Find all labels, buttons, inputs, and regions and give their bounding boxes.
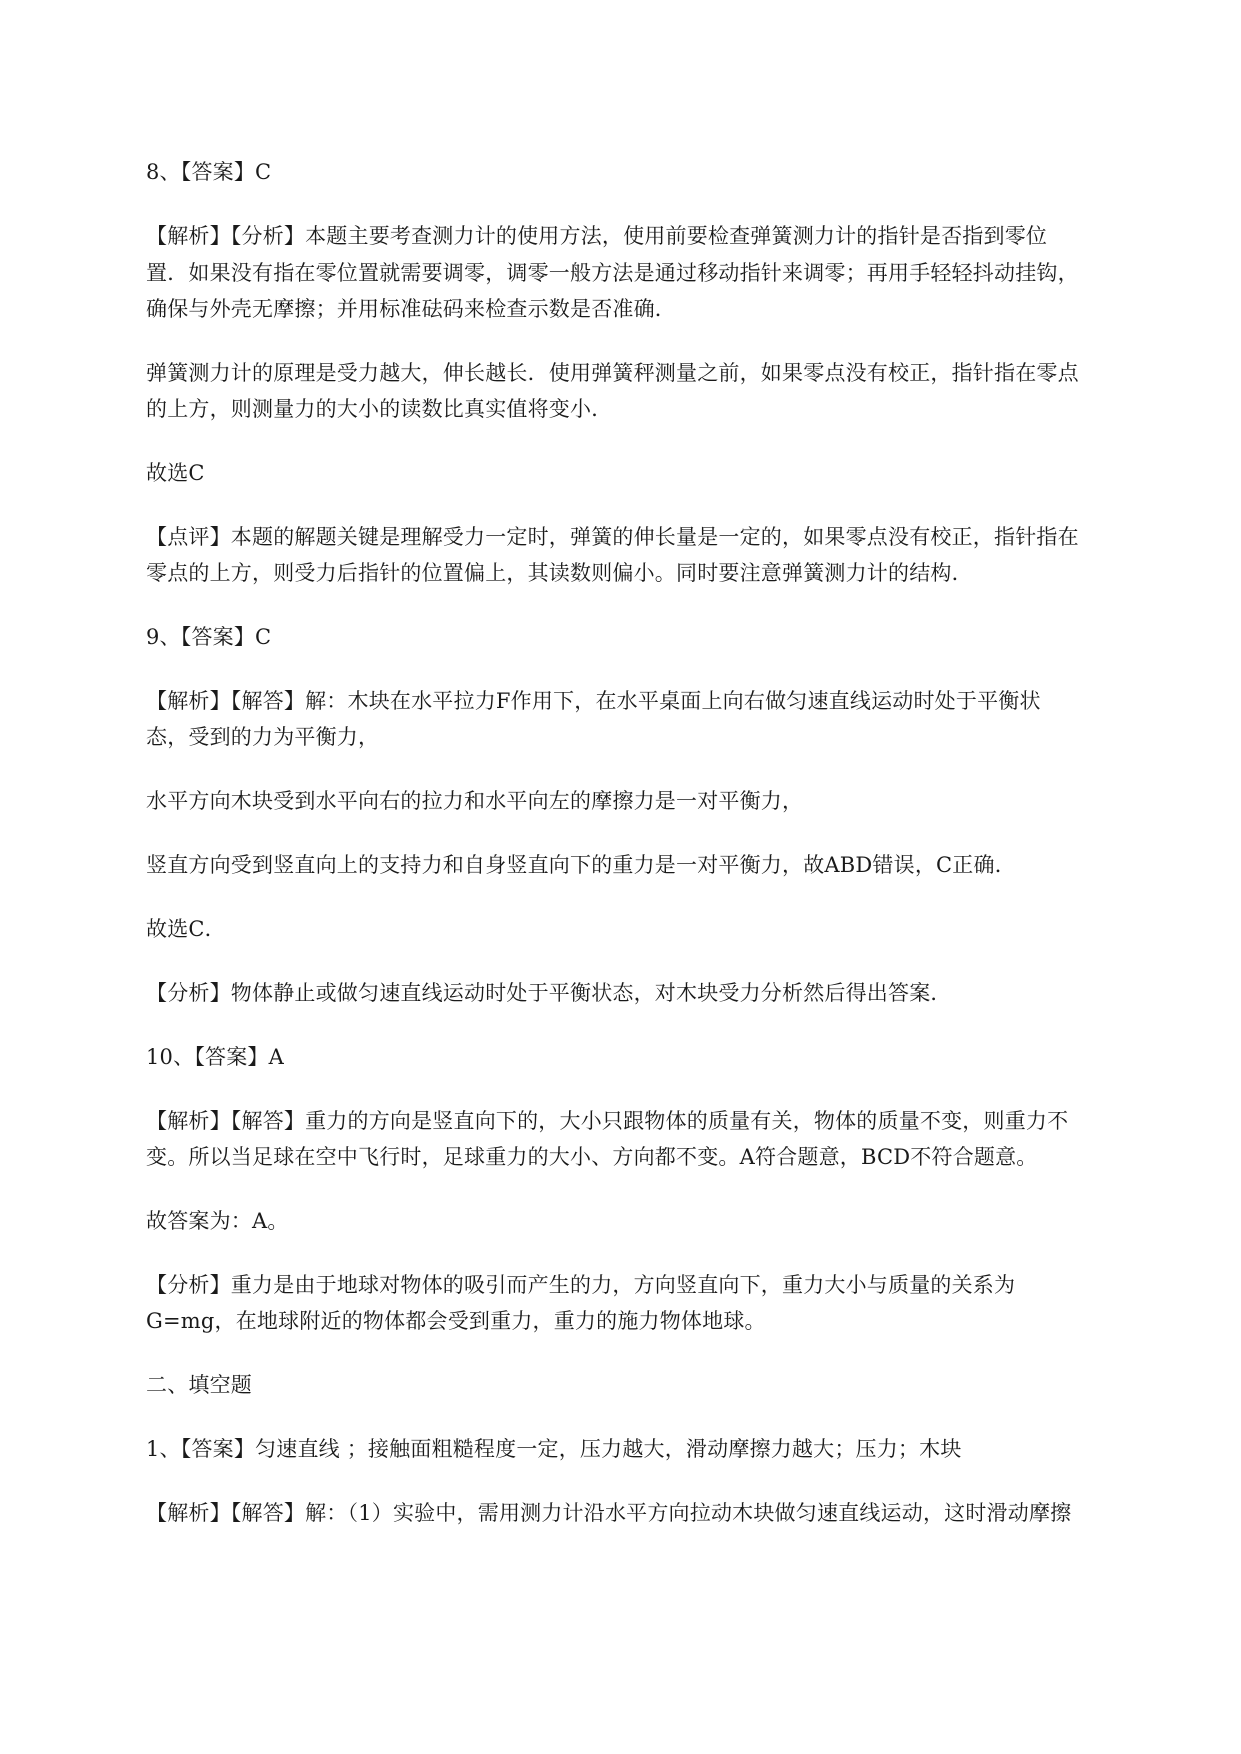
answer-8-comment-line-1: 【点评】本题的解题关键是理解受力一定时，弹簧的伸长量是一定的，如果零点没有校正，指针指在	[146, 525, 1079, 549]
answer-8-comment-line-2: 零点的上方，则受力后指针的位置偏上，其读数则偏小。同时要注意弹簧测力计的结构．	[146, 561, 973, 585]
answer-9-heading: 9、【答案】C	[146, 625, 272, 649]
answer-9-solution-line-2: 态，受到的力为平衡力，	[146, 725, 380, 749]
answer-8-choice: 故选C	[146, 461, 205, 485]
answer-9-choice: 故选C．	[146, 917, 226, 941]
answer-8-principle-line-2: 的上方，则测量力的大小的读数比真实值将变小．	[146, 397, 613, 421]
answer-8-heading: 8、【答案】C	[146, 160, 272, 184]
answer-9-solution-line-1: 【解析】【解答】解：木块在水平拉力F作用下，在水平桌面上向右做匀速直线运动时处于平衡状	[146, 689, 1041, 713]
answer-9-analysis: 【分析】物体静止或做匀速直线运动时处于平衡状态，对木块受力分析然后得出答案．	[146, 981, 952, 1005]
fill-1-solution-line-1: 【解析】【解答】解：（1）实验中，需用测力计沿水平方向拉动木块做匀速直线运动，这时滑动摩擦	[146, 1501, 1072, 1525]
answer-10-solution-line-2: 变。所以当足球在空中飞行时，足球重力的大小、方向都不变。A符合题意，BCD不符合题意。	[146, 1145, 1038, 1169]
answer-9-horizontal-forces: 水平方向木块受到水平向右的拉力和水平向左的摩擦力是一对平衡力，	[146, 789, 804, 813]
answer-10-heading: 10、【答案】A	[146, 1045, 284, 1069]
answer-10-choice: 故答案为：A。	[146, 1209, 289, 1233]
answer-8-analysis-line-2: 置．如果没有指在零位置就需要调零，调零一般方法是通过移动指针来调零；再用手轻轻抖动挂钩，	[146, 261, 1079, 285]
answer-8-analysis-line-1: 【解析】【分析】本题主要考查测力计的使用方法，使用前要检查弹簧测力计的指针是否指到零位	[146, 224, 1048, 248]
answer-10-analysis-line-2: G=mg，在地球附近的物体都会受到重力，重力的施力物体地球。	[146, 1309, 766, 1333]
answer-10-solution-line-1: 【解析】【解答】重力的方向是竖直向下的，大小只跟物体的质量有关，物体的质量不变，则重力不	[146, 1109, 1069, 1133]
answer-8-principle-line-1: 弹簧测力计的原理是受力越大，伸长越长．使用弹簧秤测量之前，如果零点没有校正，指针指在零点	[146, 361, 1079, 385]
answer-10-analysis-line-1: 【分析】重力是由于地球对物体的吸引而产生的力，方向竖直向下，重力大小与质量的关系为	[146, 1273, 1016, 1297]
answer-9-vertical-forces: 竖直方向受到竖直向上的支持力和自身竖直向下的重力是一对平衡力，故ABD错误，C正确．	[146, 853, 1016, 877]
fill-1-answer: 1、【答案】匀速直线 ；接触面粗糙程度一定，压力越大，滑动摩擦力越大；压力；木块	[146, 1437, 962, 1461]
section-heading-fill-in-blanks: 二、填空题	[146, 1373, 252, 1397]
answer-8-analysis-line-3: 确保与外壳无摩擦；并用标准砝码来检查示数是否准确．	[146, 297, 676, 321]
